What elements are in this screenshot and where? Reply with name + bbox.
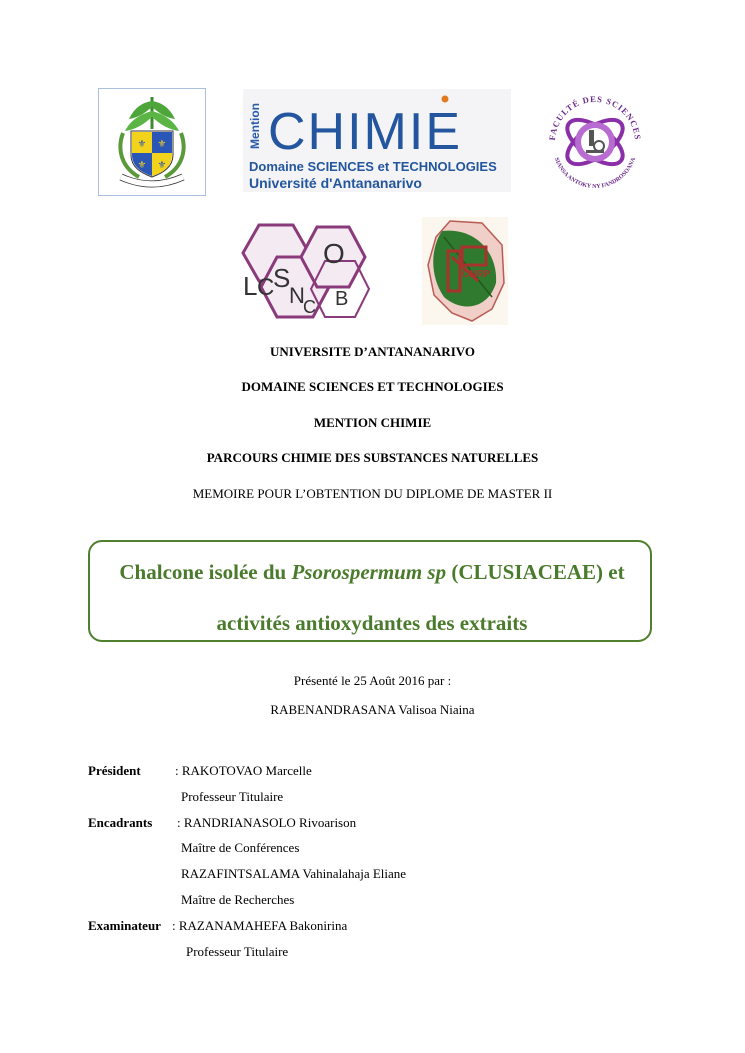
thesis-title-species: Psorospermum sp [291,560,447,584]
logo-faculte-ring-bottom: SIANSA ANTOKY NY FANDROSOANA [552,156,638,191]
logo-cnrp-letters: CNRP [462,269,491,280]
jury-examinateur-title: Professeur Titulaire [186,944,289,959]
thesis-title-part2: (CLUSIACEAE) et [446,560,625,584]
svg-text:⚜: ⚜ [157,160,167,171]
jury-president-label: Président [88,763,141,778]
svg-text:⚜: ⚜ [137,139,147,150]
university-crest-logo [98,88,206,196]
jury-encadrant2-name: RAZAFINTSALAMA Vahinalahaja Eliane [181,866,407,881]
parcours-heading: PARCOURS CHIMIE DES SUBSTANCES NATURELLES [206,450,539,465]
jury-president-name: : RAKOTOVAO Marcelle [175,763,312,778]
jury-encadrant2-title: Maître de Recherches [181,892,295,907]
logo-lab-letter-s: S [273,263,291,293]
logo-lab-letter-o: O [323,238,345,269]
jury-encadrants-label: Encadrants [88,815,153,830]
presented-date: Présenté le 25 Août 2016 par : [293,673,452,688]
domain-heading: DOMAINE SCIENCES ET TECHNOLOGIES [241,379,504,394]
thesis-title-box [88,540,652,642]
mention-chimie-logo [241,87,514,194]
cnrp-leaf-logo [422,217,508,325]
faculte-des-sciences-logo [541,88,649,196]
lab-lcsnob-logo [237,217,371,325]
jury-examinateur-label: Examinateur [88,918,161,933]
logo-mention-text: Mention [248,103,262,149]
logo-lab-letter-n: N [289,283,305,308]
university-heading: UNIVERSITE D’ANTANANARIVO [270,344,475,359]
thesis-title-part1: Chalcone isolée du [119,560,292,584]
mention-heading: MENTION CHIMIE [313,415,432,430]
jury-encadrant1-title: Maître de Conférences [181,840,300,855]
logo-domaine-text: Domaine SCIENCES et TECHNOLOGIES [249,159,497,174]
logo-chimie-text: CHIMIE [268,103,462,161]
jury-president-title: Professeur Titulaire [181,789,284,804]
logo-lab-letter-c: C [257,274,275,301]
logo-faculte-ring-top: FACULTÉ DES SCIENCES [546,93,644,141]
logo-lab-letter-c2: C [303,297,316,317]
author-name: RABENANDRASANA Valisoa Niaina [270,702,475,717]
logo-lab-letter-b: B [335,288,349,310]
logo-lab-letter-l: L [243,271,258,301]
logo-universite-text: Université d'Antananarivo [249,175,422,191]
jury-encadrant1-name: : RANDRIANASOLO Rivoarison [177,815,357,830]
jury-examinateur-name: : RAZANAMAHEFA Bakonirina [172,918,348,933]
thesis-title-line-1 [90,560,654,585]
svg-text:⚜: ⚜ [157,139,167,150]
thesis-title-line-2: activités antioxydantes des extraits [216,611,528,635]
svg-text:⚜: ⚜ [137,160,147,171]
memoire-heading: MEMOIRE POUR L’OBTENTION DU DIPLOME DE MASTER II [192,486,553,501]
